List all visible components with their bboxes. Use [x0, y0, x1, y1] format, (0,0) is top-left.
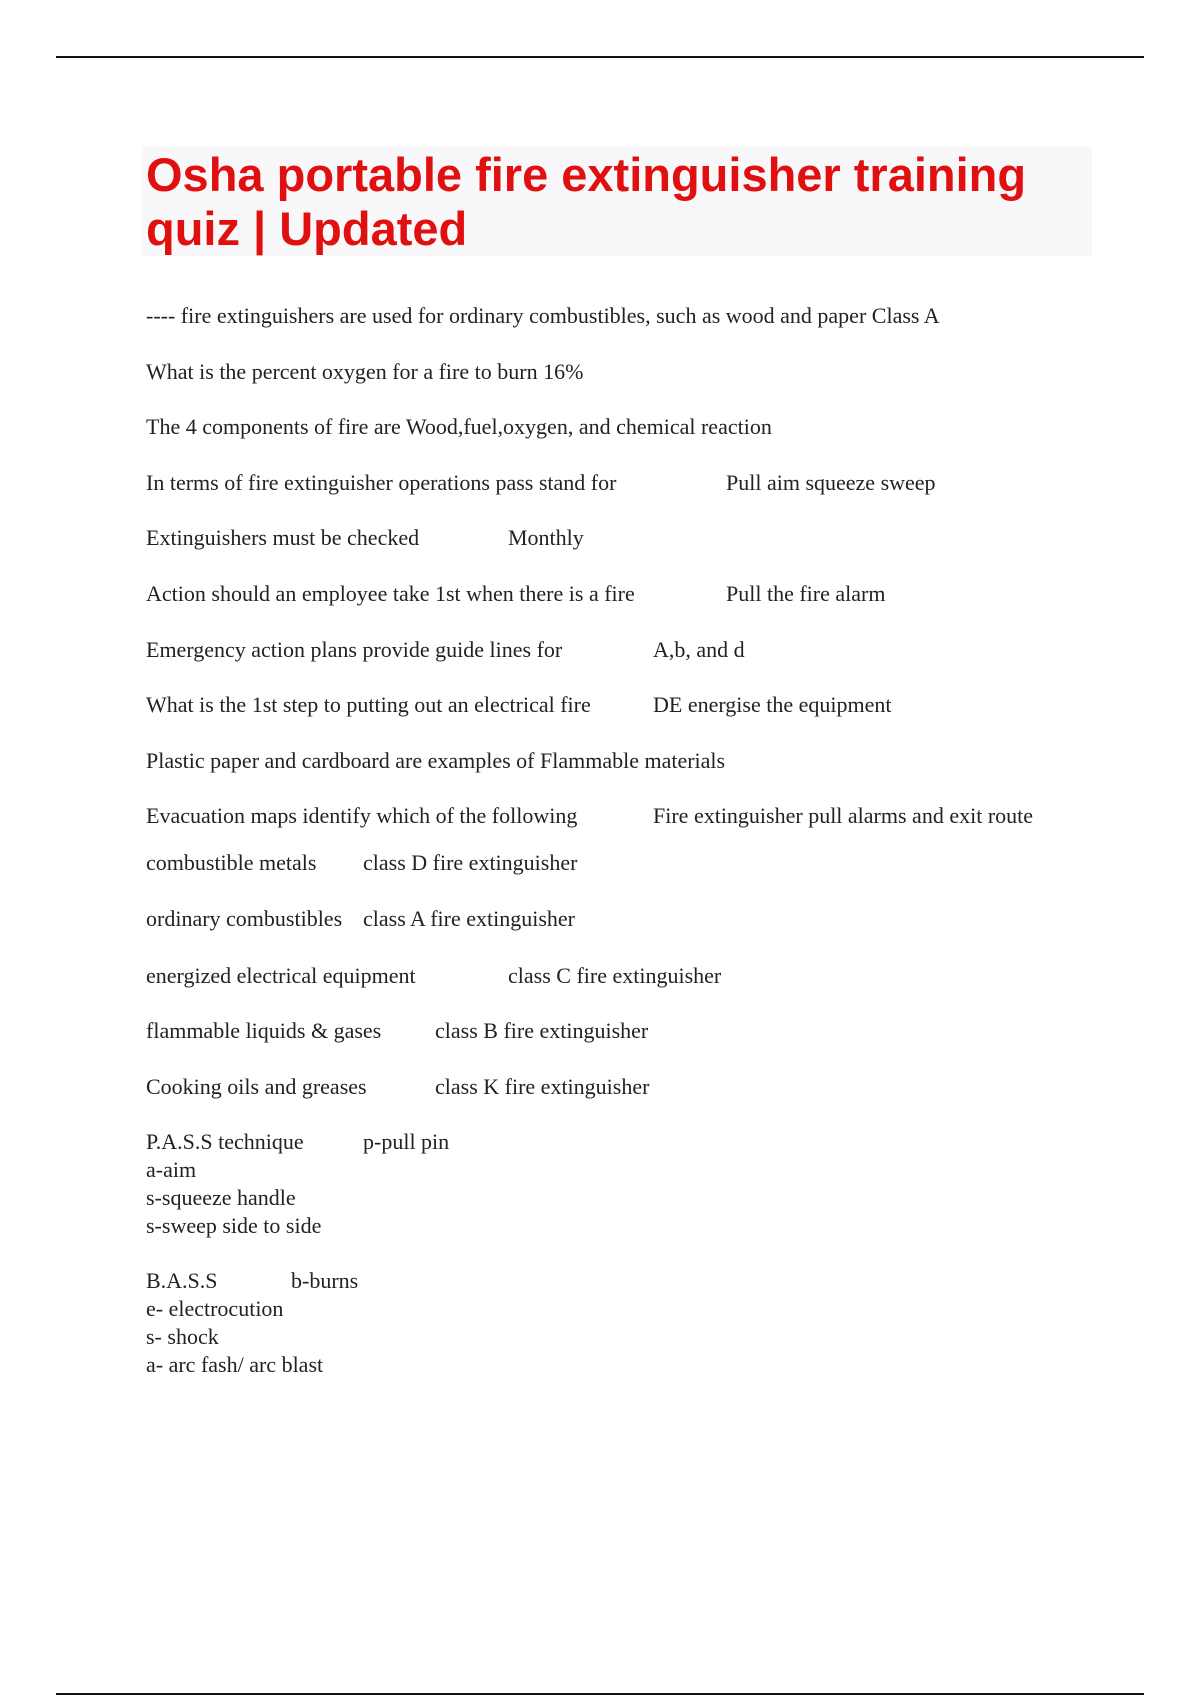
question-text: What is the percent oxygen for a fire to burn: [146, 359, 538, 384]
answer-line: s-sweep side to side: [146, 1213, 322, 1238]
qa-item-1: [146, 302, 1144, 330]
answer-text: 16%: [543, 359, 584, 384]
question-text: P.A.S.S technique: [146, 1129, 304, 1154]
qa-item-2: [146, 358, 1144, 386]
question-text: Cooking oils and greases: [146, 1074, 367, 1099]
answer-text: Class A: [871, 303, 940, 328]
qa-item-5: [146, 524, 1144, 552]
answer-text: Pull the fire alarm: [726, 581, 886, 606]
title-block: [142, 146, 1092, 256]
answer-line: e- electrocution: [146, 1296, 284, 1321]
answer-line: s-squeeze handle: [146, 1185, 296, 1210]
qa-item-14: [146, 1017, 1144, 1045]
bottom-rule: [56, 1693, 1144, 1695]
question-text: What is the 1st step to putting out an electrical fire: [146, 692, 591, 717]
document-title: Osha portable fire extinguisher training quiz | Updated: [146, 148, 1027, 255]
question-text: Plastic paper and cardboard are examples of: [146, 748, 535, 773]
answer-text: class B fire extinguisher: [435, 1018, 649, 1043]
question-text: flammable liquids & gases: [146, 1018, 382, 1043]
question-text: ordinary combustibles: [146, 906, 343, 931]
answer-text: Fire extinguisher pull alarms and exit route: [653, 803, 1034, 828]
question-text: Evacuation maps identify which of the following: [146, 803, 578, 828]
answer-text: b-burns: [291, 1268, 359, 1293]
qa-item-7: [146, 636, 1144, 664]
answer-text: class A fire extinguisher: [363, 906, 576, 931]
answer-text: A,b, and d: [653, 637, 745, 662]
question-text: combustible metals: [146, 850, 317, 875]
answer-text: p-pull pin: [363, 1129, 450, 1154]
answer-line: a- arc fash/ arc blast: [146, 1352, 324, 1377]
answer-text: Flammable materials: [540, 748, 726, 773]
answer-line: s- shock: [146, 1324, 219, 1349]
question-text: B.A.S.S: [146, 1268, 218, 1293]
qa-item-13: [146, 962, 1144, 990]
answer-text: class K fire extinguisher: [435, 1074, 650, 1099]
question-text: energized electrical equipment: [146, 963, 416, 988]
question-text: Emergency action plans provide guide lines for: [146, 637, 563, 662]
qa-item-12: [146, 905, 1144, 933]
answer-text: Wood,fuel,oxygen, and chemical reaction: [405, 414, 772, 439]
answer-text: class D fire extinguisher: [363, 850, 578, 875]
top-rule: [56, 56, 1144, 58]
qa-item-6: [146, 580, 1144, 608]
qa-item-11: [146, 849, 1144, 877]
qa-item-3: [146, 413, 1144, 441]
answer-text: class C fire extinguisher: [508, 963, 722, 988]
question-text: The 4 components of fire are: [146, 414, 401, 439]
qa-item-15: [146, 1073, 1144, 1101]
question-text: In terms of fire extinguisher operations pass stand for: [146, 470, 617, 495]
question-text: ---- fire extinguishers are used for ordinary combustibles, such as wood and paper: [146, 303, 867, 328]
question-text: Action should an employee take 1st when there is a fire: [146, 581, 635, 606]
qa-item-9: [146, 747, 1144, 775]
answer-text: Pull aim squeeze sweep: [726, 470, 936, 495]
answer-line: a-aim: [146, 1157, 197, 1182]
qa-item-4: [146, 469, 1144, 497]
qa-item-8: [146, 691, 1144, 719]
answer-text: DE energise the equipment: [653, 692, 892, 717]
qa-item-10: [146, 802, 1144, 830]
question-text: Extinguishers must be checked: [146, 525, 420, 550]
qa-item-16: [146, 1128, 1144, 1240]
qa-item-17: [146, 1267, 1144, 1379]
answer-text: Monthly: [508, 525, 584, 550]
